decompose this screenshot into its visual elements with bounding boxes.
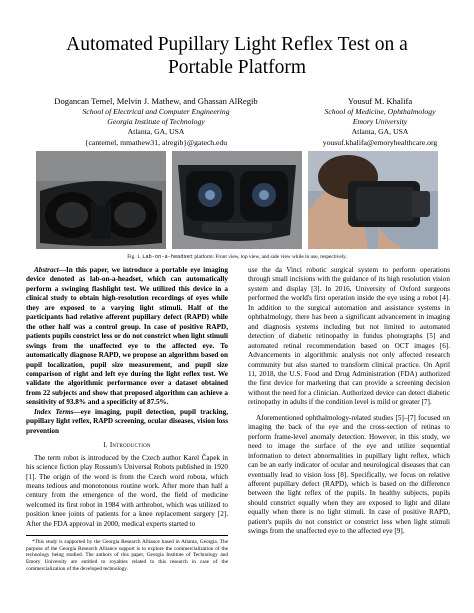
index-terms [26, 408, 228, 436]
author-block-right [300, 96, 460, 148]
title-line-1: Automated Pupillary Light Reflex Test on a [66, 34, 408, 55]
photo-top-view [172, 151, 302, 249]
index-terms-lead: Index Terms [34, 407, 74, 416]
author-affiliation-1: School of Electrical and Computer Engineering [82, 107, 230, 116]
photo-front-view [36, 151, 166, 249]
figure-caption [20, 254, 454, 261]
section-heading-introduction: I. Introduction [103, 441, 151, 450]
author-email: yousuf.khalifa@emoryhealthcare.org [322, 137, 438, 147]
right-paragraph-2: Aforementioned ophthalmology-related studies [5]–[7] focused on imaging the back of the eye and the cross-section of retinas to perform frame-level anomaly detection. However, in this study, we need to image the surface of the eye and utilize sequential information to detect abnormalities in pupillary light reflex, which can be an early indicator of ocular and neurological diseases that can eventually lead to vision loss [8]. Specifically, we focus on relative afferent pupillary defect (RAPD), which is based on the difference between the light reflex of the pupils. In healthy subjects, pupils should constrict equally when they are exposed to light and dilate equally when there is no light stimuli. In case of positive RAPD, patient's pupils do not constrict or constrict less when light stimuli swings from the unaffected eye to the affected eye [9]. [248, 413, 450, 536]
photo-side-view [308, 151, 438, 249]
abstract-text: —In this paper, we introduce a portable eye imaging device denoted as lab-on-a-headset, which can automatically perform a swinging flashlight test. We utilized this device in a clinical study to obtain high-resolution recordings of eyes while they are exposed to a varying light stimuli. Half of the participants had relative afferent pupillary defect (RAPD) while the other half was a control group. In case of positive RAPD, patients pupils constrict less or do not constrict when light stimuli swings from the unaffected eye to the affected eye. To automatically diagnose RAPD, we propose an algorithm based on pupil localization, pupil size measurement, and pupil size comparison of right and left eye during the light reflex test. We validate the algorithmic performance over a dataset obtained from 22 subjects and show that proposed algorithm can achieve a sensitivity of 93.8% and a specificity of 87.5%. [26, 266, 228, 407]
figure-1 [36, 151, 438, 249]
right-paragraph-1: use the da Vinci robotic surgical system to perform operations through small incisions with the guidance of its high resolution vision system and display [3]. In 2016, University of Oxford surgeons performed the world's first operation inside the eye using a robot [4]. In addition to the surgical automation and assistance systems in ophthalmology, there has been a significant advancement in imaging and diagnosis systems including but not limited to automated detection of diabetic retinopathy in fundus photographs [5] and automated retinal recommendation based on OCT images [6]. Advancements in algorithmic analysis not only affected research community but also started to transform clinical practice. On April 11, 2018, the U.S. Food and Drug Administration (FDA) authorized the first device for marketing that can provide a screening decision without the need for a clinician. Authorized device can detect diabetic retinopathy in adults if the condition level is mild or greater [7]. [248, 266, 450, 407]
intro-paragraph-1: The term robot is introduced by the Czech author Karel Čapek in his science fiction play Rossum's Universal Robots published in 1920 [1]. The origin of the word is from the Czech word robota, which means tedious and monotonous routine work. After more than half a century from the emergence of the word, the field of medicine welcomed its first robot in 1984 with arthrobot, which was utilized to position knee joints of patients for a knee replacement surgery [2]. After the FDA approval in 2000, medical experts started to [26, 453, 228, 528]
title-line-2: Portable Platform [167, 57, 307, 78]
author-location: Atlanta, GA, USA [351, 127, 409, 137]
caption-text: platform: Front view, top view, and side view while in use, respectively. [194, 254, 347, 260]
paper-title [20, 33, 454, 79]
caption-code: Lab-on-a-headset [142, 254, 194, 260]
author-affiliation-2: Georgia Institute of Technology [107, 117, 205, 127]
abstract [26, 266, 228, 408]
author-names: Yousuf M. Khalifa [347, 96, 413, 106]
footnote-text: *This study is supported by the Georgia Research Alliance based in Atlanta, Georgia. The purpose of the Georgia Research Alliance support is to explore the commercialization of the technology being studied. The authors of this paper, Georgia Institute of Technology and Emory University are entitled to royalties related to this research in case of the commercialization of the developed technology. [26, 539, 228, 572]
index-terms-text: —eye imaging, pupil detection, pupil tracking, pupillary light reflex, RAPD screening, ocular diseases, vision loss prevention [26, 407, 229, 435]
left-column [26, 266, 228, 572]
right-column [248, 266, 450, 537]
author-location: Atlanta, GA, USA [127, 127, 185, 137]
author-affiliation-1: School of Medicine, Ophthalmology [324, 107, 436, 116]
author-email: {cantemel, mmathew31, alregib}@gatech.edu [84, 137, 228, 147]
author-block-left [28, 96, 284, 148]
caption-prefix: Fig. 1. [127, 254, 141, 260]
footnote [26, 535, 228, 572]
author-affiliation-2: Emory University [352, 117, 408, 127]
abstract-lead: Abstract [34, 266, 59, 274]
author-names: Dogancan Temel, Melvin J. Mathew, and Ghassan AlRegib [54, 96, 258, 106]
